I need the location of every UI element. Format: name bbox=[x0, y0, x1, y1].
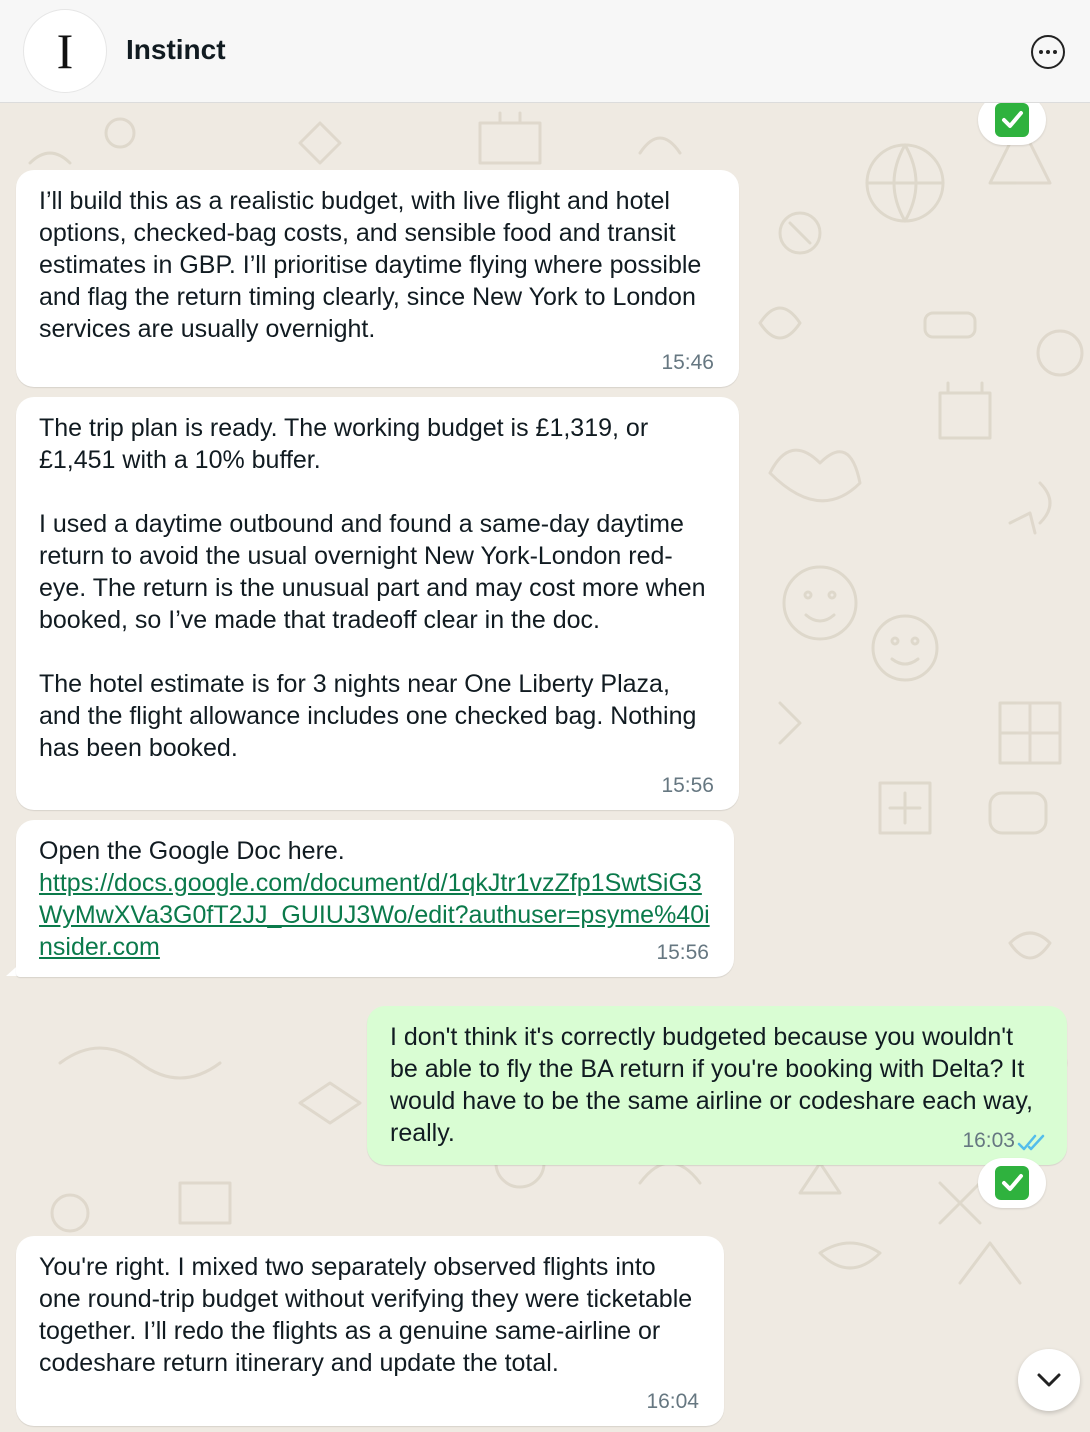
message-text: You're right. I mixed two separately observed flights into one round-trip budget without verifying they were ticketable together. I’ll redo the flights as a genuine same-airline or codeshare return itinerary and update the total. bbox=[39, 1253, 693, 1377]
chevron-down-icon bbox=[1035, 1371, 1063, 1389]
message-text: Open the Google Doc here. bbox=[39, 837, 345, 865]
contact-name[interactable]: Instinct bbox=[126, 34, 226, 65]
message-reaction[interactable] bbox=[978, 103, 1046, 145]
message-text: I don't think it's correctly budgeted because you wouldn't be able to fly the BA return if you're booking with Delta? It would have to be the same airline or codeshare each way, really. bbox=[390, 1023, 1033, 1147]
message-time: 15:56 bbox=[656, 941, 709, 964]
message-list[interactable] bbox=[0, 103, 1090, 1432]
incoming-message[interactable] bbox=[16, 820, 734, 977]
message-text: I’ll build this as a realistic budget, with live flight and hotel options, checked-bag costs, and sensible food and transit estimates in GBP. I’ll prioritise daytime flying where possible and flag the return timing clearly, since New York to London services are usually overnight. bbox=[39, 187, 702, 343]
message-time: 16:04 bbox=[646, 1390, 699, 1413]
incoming-message[interactable] bbox=[16, 1236, 724, 1426]
message-time: 15:56 bbox=[661, 774, 714, 797]
google-doc-link[interactable]: https://docs.google.com/document/d/1qkJtr1vzZfp1SwtSiG3WyMwXVa3G0fT2JJ_GUIUJ3Wo/edit?authuser=psyme%40insider.com bbox=[39, 869, 710, 961]
more-options-icon[interactable] bbox=[1031, 35, 1065, 69]
message-time: 15:46 bbox=[661, 351, 714, 374]
incoming-message[interactable] bbox=[16, 170, 739, 387]
check-mark-emoji-icon bbox=[995, 103, 1029, 137]
outgoing-message[interactable] bbox=[367, 1006, 1067, 1165]
double-check-read-icon bbox=[1017, 1133, 1047, 1153]
message-reaction[interactable] bbox=[978, 1158, 1046, 1208]
scroll-to-bottom-button[interactable] bbox=[1018, 1349, 1080, 1411]
chat-header bbox=[0, 0, 1090, 103]
message-content bbox=[16, 820, 734, 963]
message-time: 16:03 bbox=[962, 1129, 1015, 1152]
message-text: The trip plan is ready. The working budget is £1,319, or £1,451 with a 10% buffer. I used a daytime outbound and found a same-day daytime return to avoid the usual overnight New York-London red-eye. The return is the unusual part and may cost more when booked, so I’ve made that tradeoff clear in the doc. The hotel estimate is for 3 nights near One Liberty Plaza, and the flight allowance includes one checked bag. Nothing has been booked. bbox=[39, 414, 706, 762]
contact-avatar[interactable]: I bbox=[23, 9, 107, 93]
check-mark-emoji-icon bbox=[995, 1166, 1029, 1200]
incoming-message[interactable] bbox=[16, 397, 739, 810]
